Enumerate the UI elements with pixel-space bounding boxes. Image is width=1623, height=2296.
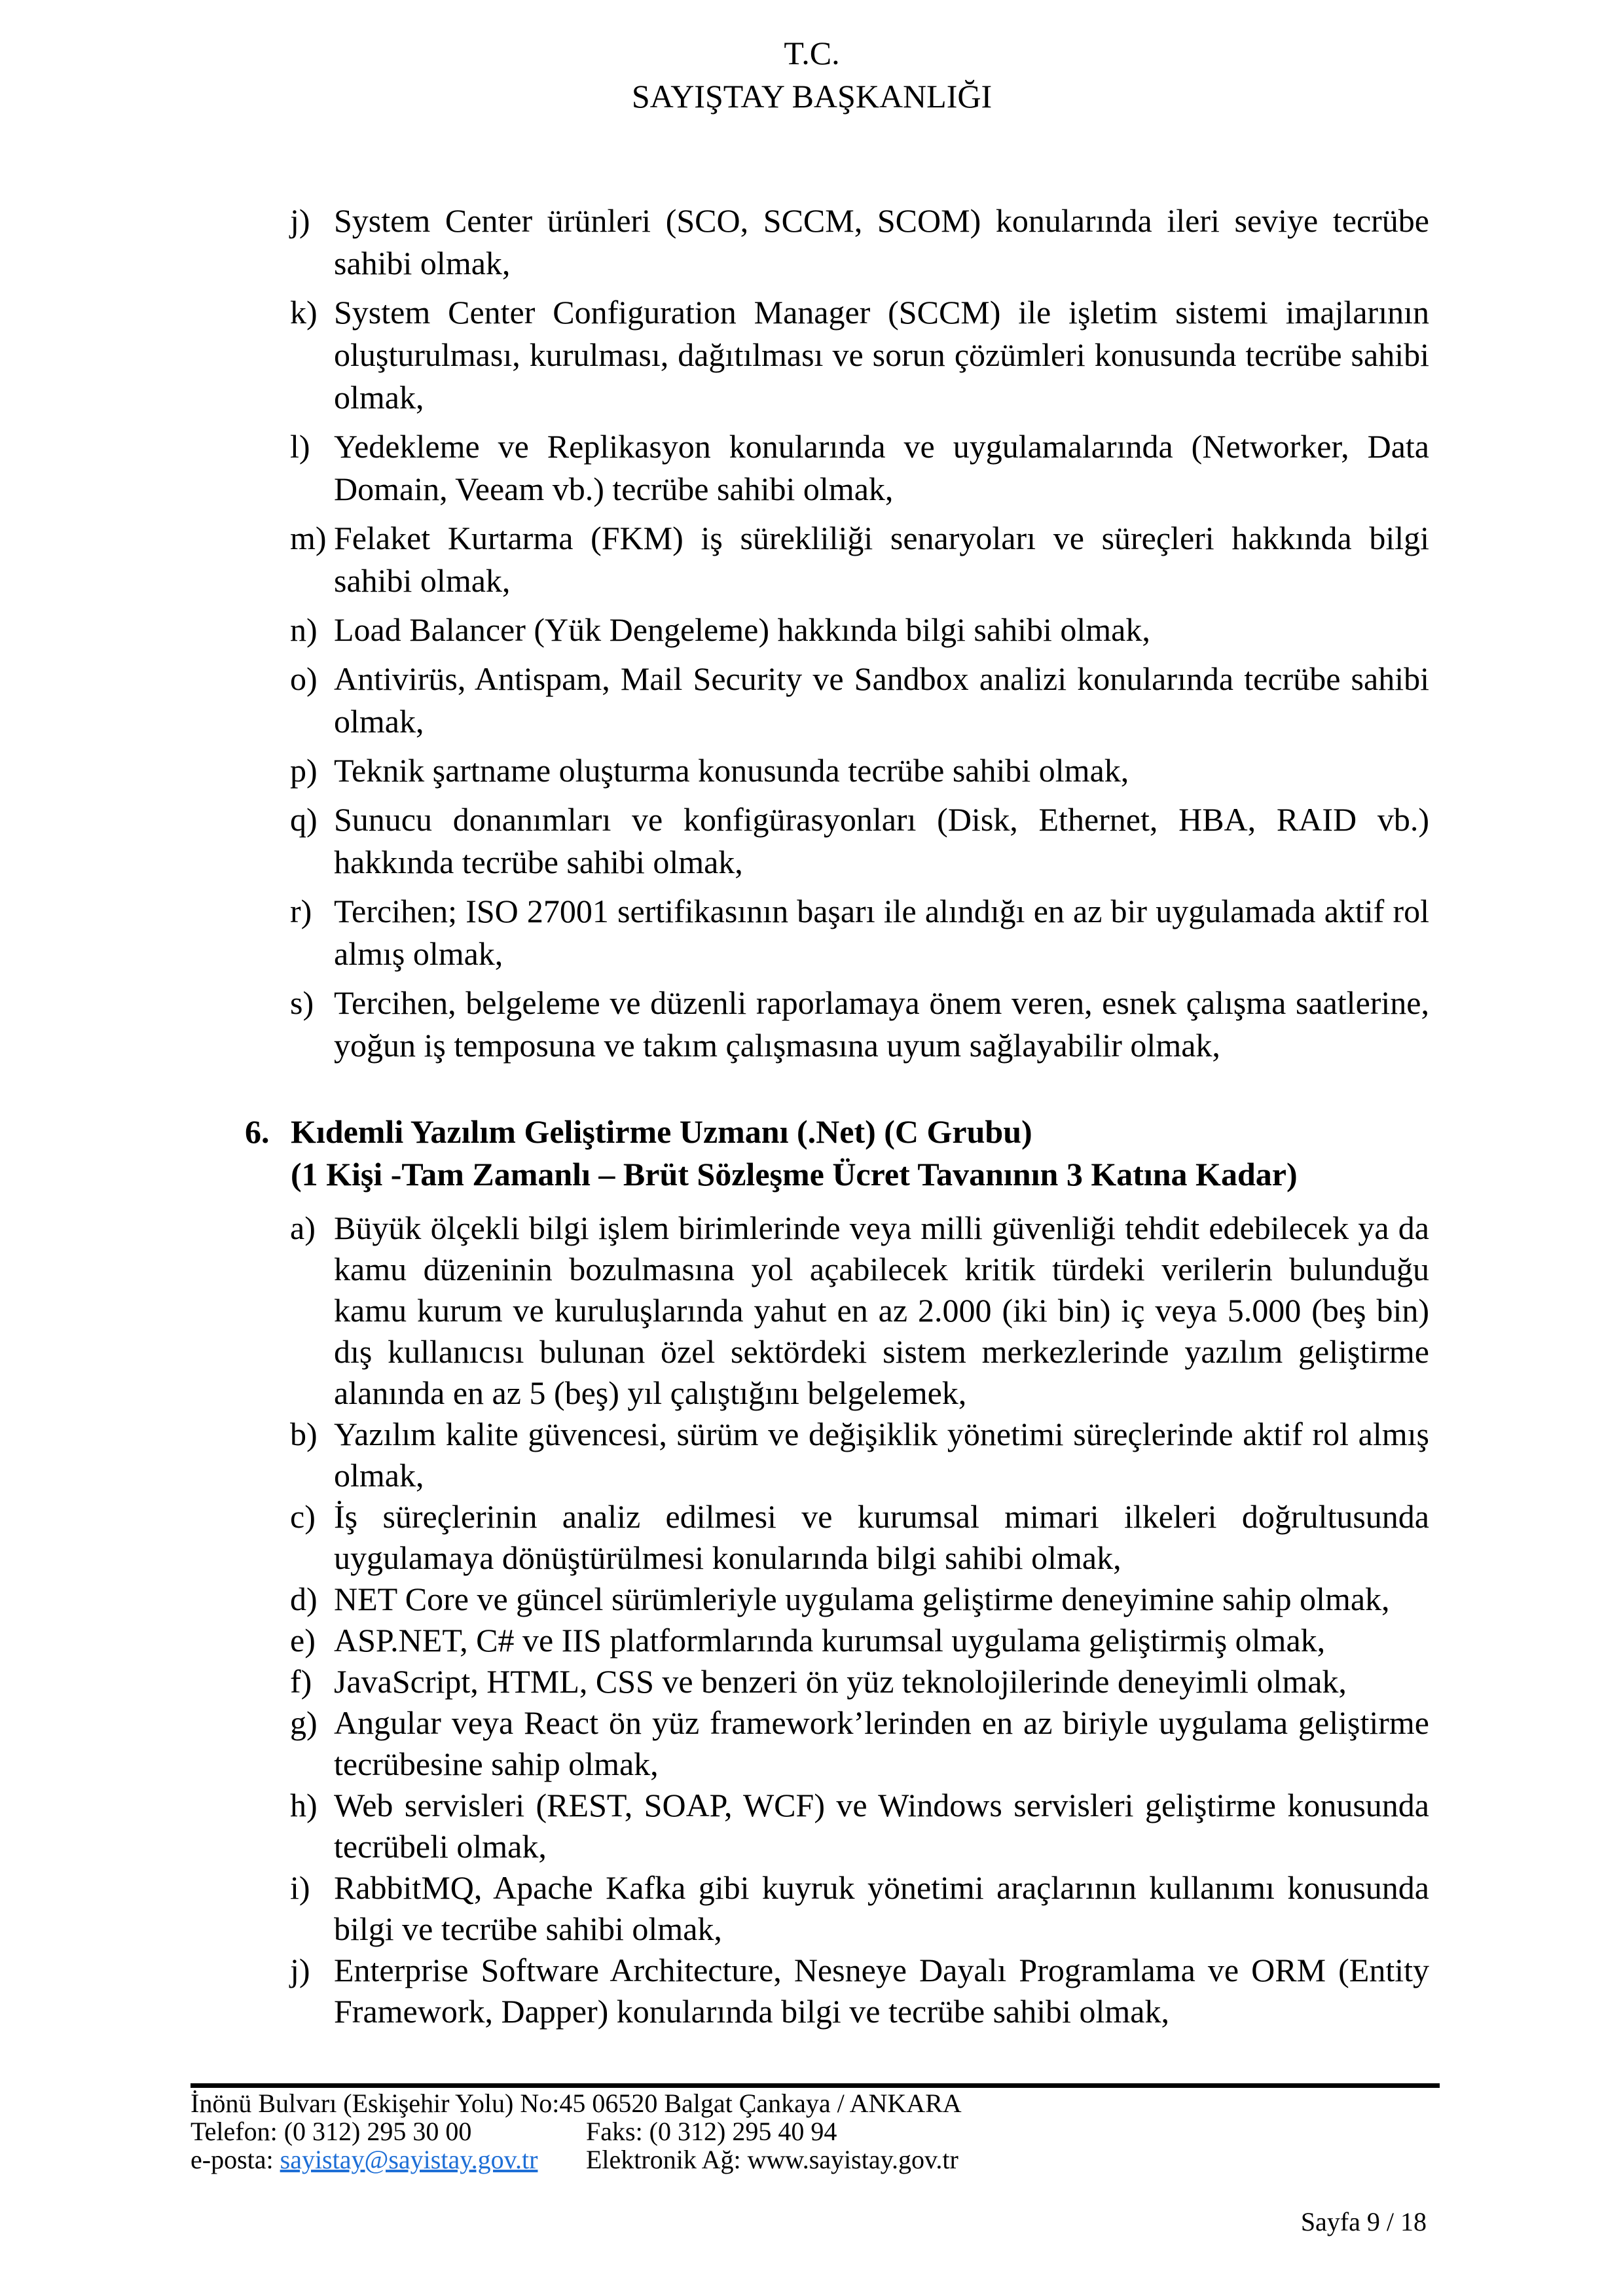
footer-website: Elektronik Ağ: www.sayistay.gov.tr (586, 2145, 958, 2174)
list-item (290, 890, 1429, 975)
item-letter: d) (290, 1581, 318, 1617)
item-text: Angular veya React ön yüz framework’lerinden en az biriyle uygulama geliştirme tecrübesine sahip olmak, (334, 1704, 1429, 1782)
item-text: Tercihen, belgeleme ve düzenli raporlamaya önem veren, esnek çalışma saatlerine, yoğun iş temposuna ve takım çalışmasına uyum sağlayabilir olmak, (334, 984, 1429, 1064)
footer-fax: Faks: (0 312) 295 40 94 (586, 2117, 837, 2146)
footer-email (191, 2145, 586, 2174)
item-text: Tercihen; ISO 27001 sertifikasının başarı ile alındığı en az bir uygulamada aktif rol almış olmak, (334, 893, 1429, 972)
section-title (291, 1111, 1298, 1196)
item-text: Antivirüs, Antispam, Mail Security ve Sandbox analizi konularında tecrübe sahibi olmak, (334, 660, 1429, 740)
item-letter: o) (290, 660, 318, 697)
footer-email-link[interactable]: sayistay@sayistay.gov.tr (280, 2145, 538, 2174)
section6-heading (245, 1111, 1429, 1196)
list-item (290, 200, 1429, 285)
item-letter: l) (290, 428, 310, 465)
list-item (290, 425, 1429, 511)
footer (191, 2089, 1440, 2174)
requirement-list-section6 (245, 1208, 1429, 2032)
item-letter: j) (290, 1952, 310, 1988)
footer-email-label: e-posta: (191, 2145, 280, 2174)
item-letter: s) (290, 984, 314, 1021)
list-item (290, 1661, 1429, 1702)
list-item (290, 291, 1429, 419)
list-item (290, 982, 1429, 1067)
header-state-abbr: T.C. (784, 35, 840, 71)
item-letter: r) (290, 893, 312, 929)
footer-phone-row (191, 2117, 1440, 2145)
item-letter: q) (290, 801, 318, 838)
item-letter: j) (290, 202, 310, 239)
footer-phone: Telefon: (0 312) 295 30 00 (191, 2117, 472, 2146)
item-text: ASP.NET, C# ve IIS platformlarında kurumsal uygulama geliştirmiş olmak, (334, 1622, 1326, 1659)
item-text: JavaScript, HTML, CSS ve benzeri ön yüz teknolojilerinde deneyimli olmak, (334, 1663, 1347, 1700)
item-text: System Center Configuration Manager (SCCM) ile işletim sistemi imajlarının oluşturulması, kurulması, dağıtılması ve sorun çözümleri konusunda tecrübe sahibi olmak, (334, 294, 1429, 416)
item-text: Büyük ölçekli bilgi işlem birimlerinde veya milli güvenliği tehdit edebilecek ya da kamu düzeninin bozulmasına yol açabilecek kritik türdeki verilerin bulunduğu kamu kurum ve kuruluşlarında yahut en az 2.000 (iki bin) iç veya 5.000 (beş bin) dış kullanıcısı bulunan özel sektördeki sistem merkezlerinde yazılım geliştirme alanında en az 5 (beş) yıl çalıştığını belgelemek, (334, 1210, 1429, 1411)
item-letter: i) (290, 1869, 310, 1906)
list-item (290, 1867, 1429, 1950)
item-text: Felaket Kurtarma (FKM) iş sürekliliği senaryoları ve süreçleri hakkında bilgi sahibi olmak, (334, 520, 1429, 599)
item-text: RabbitMQ, Apache Kafka gibi kuyruk yönetimi araçlarının kullanımı konusunda bilgi ve tecrübe sahibi olmak, (334, 1869, 1429, 1947)
item-text: NET Core ve güncel sürümleriyle uygulama geliştirme deneyimine sahip olmak, (334, 1581, 1390, 1617)
list-item (290, 1496, 1429, 1579)
item-letter: h) (290, 1787, 318, 1823)
item-letter: b) (290, 1416, 318, 1452)
list-item (290, 609, 1429, 651)
requirement-list-top (245, 200, 1429, 1067)
item-letter: n) (290, 611, 318, 648)
item-text: Yedekleme ve Replikasyon konularında ve uygulamalarında (Networker, Data Domain, Veeam vb.) tecrübe sahibi olmak, (334, 428, 1429, 507)
list-item (290, 1208, 1429, 1414)
item-text: Load Balancer (Yük Dengeleme) hakkında bilgi sahibi olmak, (334, 611, 1150, 648)
item-text: System Center ürünleri (SCO, SCCM, SCOM) konularında ileri seviye tecrübe sahibi olmak, (334, 202, 1429, 281)
document-header (196, 31, 1427, 118)
list-item (290, 517, 1429, 602)
section-number: 6. (245, 1113, 270, 1150)
list-item (290, 1785, 1429, 1867)
list-item (290, 798, 1429, 884)
footer-divider (191, 2083, 1440, 2088)
item-letter: k) (290, 294, 318, 331)
item-letter: e) (290, 1622, 316, 1659)
document-body (245, 200, 1429, 2032)
header-institution-name: SAYIŞTAY BAŞKANLIĞI (631, 78, 993, 115)
item-letter: a) (290, 1210, 316, 1246)
page-number: Sayfa 9 / 18 (1300, 2207, 1427, 2236)
item-text: Sunucu donanımları ve konfigürasyonları (Disk, Ethernet, HBA, RAID vb.) hakkında tecrübe sahibi olmak, (334, 801, 1429, 880)
footer-address: İnönü Bulvarı (Eskişehir Yolu) No:45 06520 Balgat Çankaya / ANKARA (191, 2089, 962, 2118)
item-letter: p) (290, 752, 318, 789)
list-item (290, 1579, 1429, 1620)
footer-address-row (191, 2089, 1440, 2117)
item-text: Yazılım kalite güvencesi, sürüm ve değişiklik yönetimi süreçlerinde aktif rol almış olmak, (334, 1416, 1429, 1494)
item-text: İş süreçlerinin analiz edilmesi ve kurumsal mimari ilkeleri doğrultusunda uygulamaya dönüştürülmesi konularında bilgi sahibi olmak, (334, 1498, 1429, 1576)
list-item (290, 749, 1429, 792)
list-item (290, 658, 1429, 743)
section-title-line2: (1 Kişi -Tam Zamanlı – Brüt Sözleşme Ücret Tavanının 3 Katına Kadar) (291, 1156, 1298, 1193)
item-text: Web servisleri (REST, SOAP, WCF) ve Windows servisleri geliştirme konusunda tecrübeli olmak, (334, 1787, 1429, 1865)
list-item (290, 1620, 1429, 1661)
item-letter: m) (290, 520, 327, 556)
item-letter: g) (290, 1704, 318, 1741)
item-letter: f) (290, 1663, 312, 1700)
section-title-line1: Kıdemli Yazılım Geliştirme Uzmanı (.Net) (C Grubu) (291, 1113, 1032, 1150)
list-item (290, 1414, 1429, 1496)
item-letter: c) (290, 1498, 316, 1535)
item-text: Teknik şartname oluşturma konusunda tecrübe sahibi olmak, (334, 752, 1129, 789)
item-text: Enterprise Software Architecture, Nesneye Dayalı Programlama ve ORM (Entity Framework, Dapper) konularında bilgi ve tecrübe sahibi olmak, (334, 1952, 1429, 2030)
list-item (290, 1950, 1429, 2032)
footer-email-row (191, 2145, 1440, 2174)
list-item (290, 1702, 1429, 1785)
